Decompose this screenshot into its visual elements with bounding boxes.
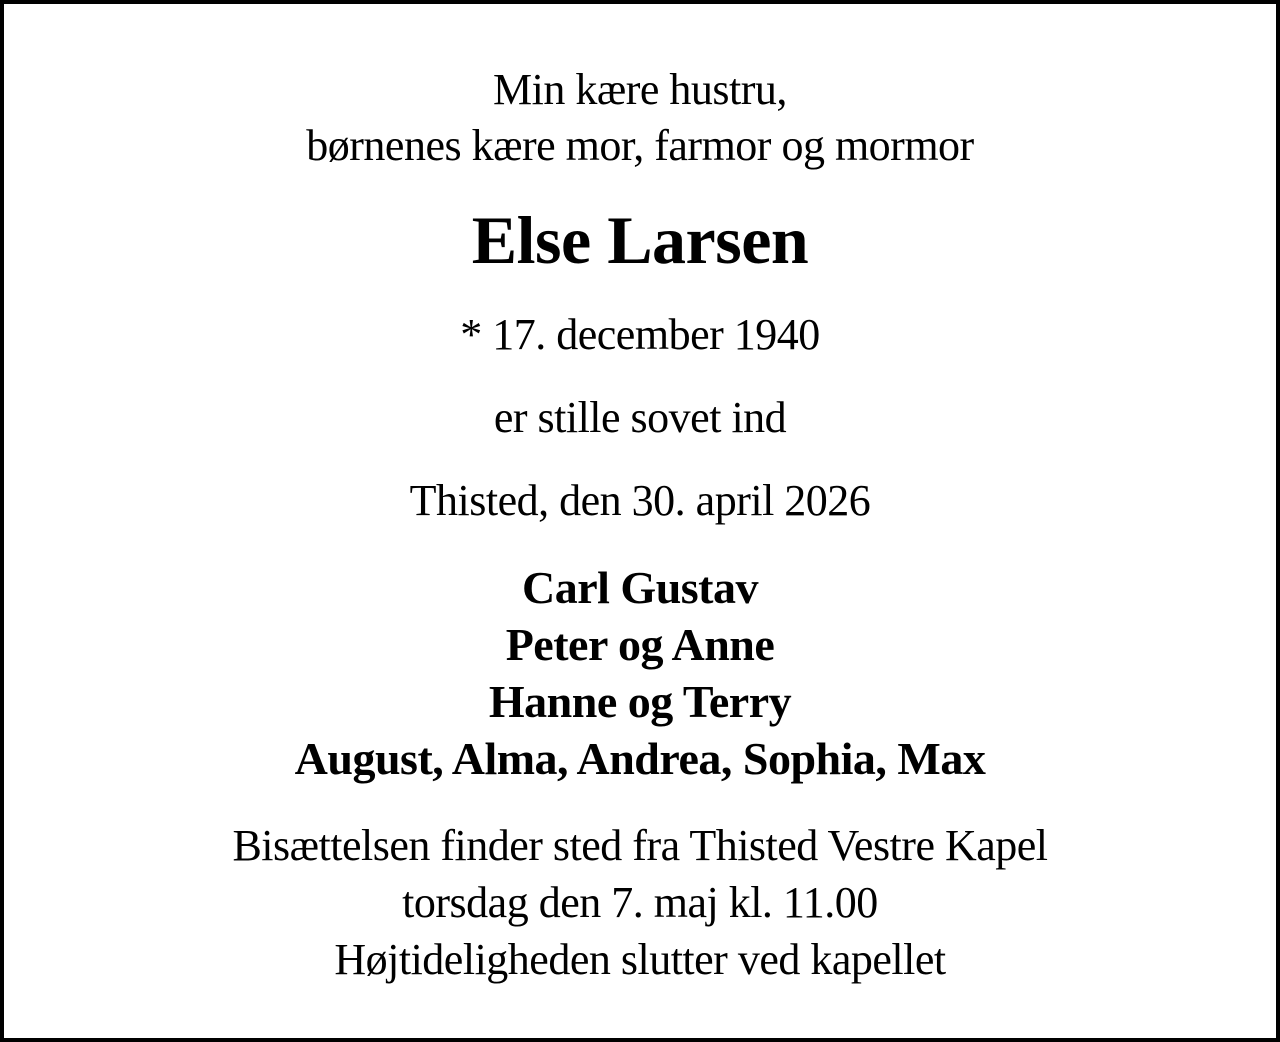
intro-line: Min kære hustru,: [493, 65, 787, 114]
place-date-line: Thisted, den 30. april 2026: [409, 476, 871, 525]
ceremony-line: Højtideligheden slutter ved kapellet: [334, 935, 946, 984]
notice-content: [4, 4, 1276, 988]
family-line: Carl Gustav: [522, 562, 758, 613]
family-line: August, Alma, Andrea, Sophia, Max: [294, 733, 986, 784]
family-line: Hanne og Terry: [488, 676, 792, 727]
family-block: [4, 559, 1276, 787]
deceased-name: Else Larsen: [471, 202, 809, 278]
intro-line: børnenes kære mor, farmor og mormor: [306, 121, 974, 170]
family-line: Peter og Anne: [505, 619, 775, 670]
birth-date-line: * 17. december 1940: [460, 310, 820, 359]
death-statement-line: er stille sovet ind: [493, 393, 787, 442]
ceremony-line: torsdag den 7. maj kl. 11.00: [402, 878, 878, 927]
intro-block: [4, 62, 1276, 174]
ceremony-block: [4, 817, 1276, 988]
ceremony-line: Bisættelsen finder sted fra Thisted Vestre Kapel: [232, 821, 1048, 870]
